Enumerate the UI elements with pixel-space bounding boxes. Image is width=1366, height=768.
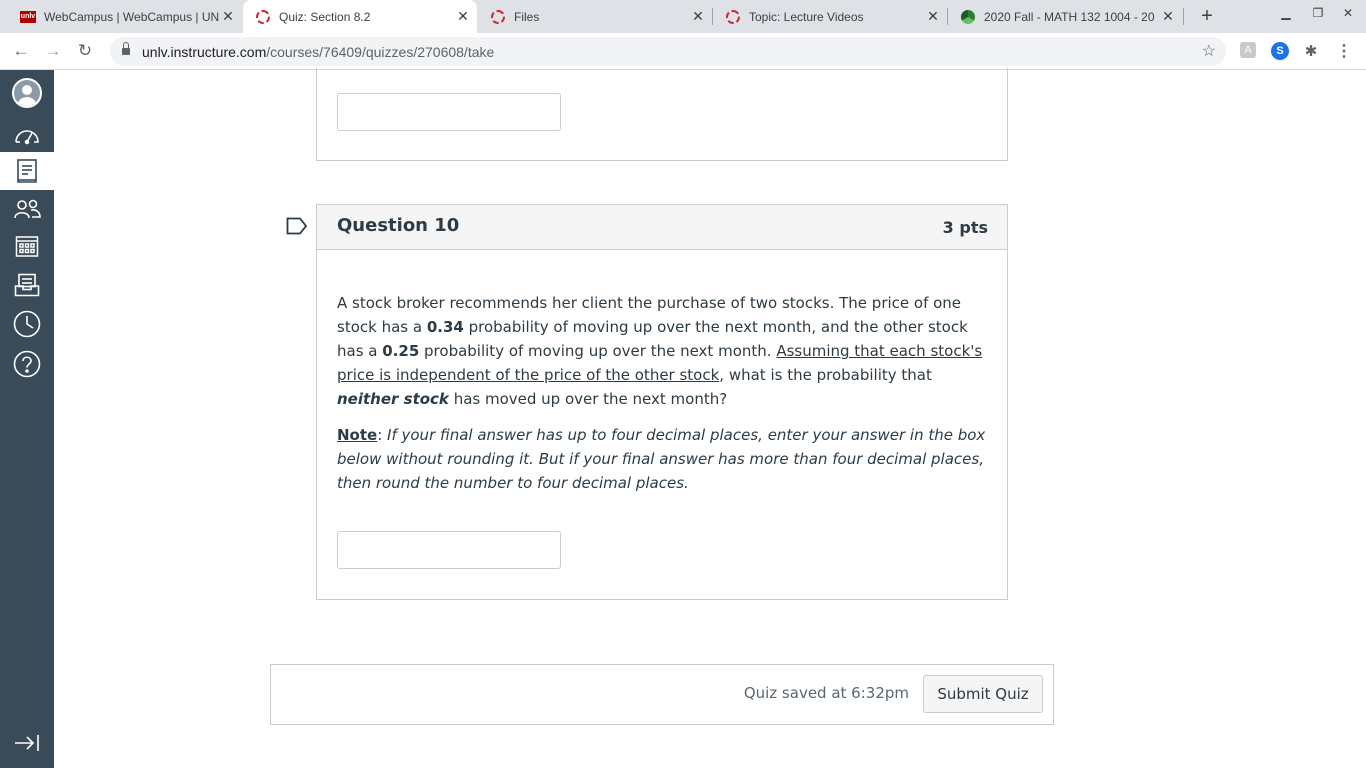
close-icon[interactable]: ✕	[222, 8, 234, 24]
lock-icon	[122, 46, 130, 56]
clock-icon	[13, 310, 41, 338]
question-title: Question 10	[337, 215, 460, 236]
tab-title: Files	[514, 9, 540, 24]
gnav-calendar[interactable]	[0, 227, 54, 265]
close-icon[interactable]: ✕	[692, 8, 704, 24]
unlv-logo-icon: unlv	[20, 9, 36, 25]
back-arrow-icon[interactable]: ←	[12, 41, 30, 60]
quiz-footer	[270, 664, 1054, 725]
restore-icon[interactable]: ❐	[1312, 6, 1324, 20]
submit-quiz-button[interactable]: Submit Quiz	[923, 675, 1043, 713]
url-text: unlv.instructure.com/courses/76409/quizzes/270608/take	[142, 44, 495, 60]
browser-toolbar	[0, 33, 1366, 70]
probability-value-2: 0.25	[382, 342, 420, 360]
courses-icon	[16, 158, 38, 184]
extensions-puzzle-icon[interactable]: ✱	[1304, 43, 1318, 60]
tab-webcampus[interactable]	[8, 0, 242, 33]
tab-quiz-section[interactable]	[243, 0, 477, 33]
canvas-spinner-icon	[490, 9, 506, 25]
gnav-account[interactable]	[0, 74, 54, 112]
question-text: A stock broker recommends her client the purchase of two stocks. The price of one stock has a 0.34 probability of moving up over the next month, and the other stock has a 0.25 probability of moving up over the next month. Assuming that each stock's price is independent of the price of the other stock, what is the probability that neither stock has moved up over the next month?	[337, 294, 983, 408]
close-icon[interactable]: ✕	[927, 8, 939, 24]
tab-lecture-videos[interactable]	[713, 0, 947, 33]
bookmark-star-icon[interactable]: ☆	[1201, 43, 1216, 60]
quiz-saved-status: Quiz saved at 6:32pm	[743, 684, 909, 702]
tab-title: 2020 Fall - MATH 132 1004 - 20	[984, 9, 1155, 24]
flag-question-icon[interactable]	[286, 217, 308, 235]
extension-a-icon[interactable]: A	[1240, 42, 1256, 58]
gnav-collapse[interactable]	[0, 724, 54, 762]
groups-icon	[13, 199, 41, 219]
probability-value-1: 0.34	[426, 318, 464, 336]
inbox-icon	[14, 273, 40, 297]
dashboard-icon	[13, 124, 41, 146]
gnav-history[interactable]	[0, 305, 54, 343]
gnav-help[interactable]	[0, 345, 54, 383]
question-note: Note: If your final answer has up to four decimal places, enter your answer in the box below without rounding it. But if your final answer has more than four decimal places, then round the number to four decimal places.	[337, 426, 986, 492]
close-icon[interactable]: ✕	[457, 8, 469, 24]
previous-question-box	[316, 68, 1008, 161]
tab-title: Quiz: Section 8.2	[279, 9, 371, 24]
address-bar[interactable]	[110, 37, 1226, 66]
gnav-inbox[interactable]	[0, 266, 54, 304]
minimize-icon[interactable]: ▁	[1281, 6, 1291, 20]
browser-tab-bar	[0, 0, 1366, 33]
forward-arrow-icon[interactable]: →	[44, 41, 62, 60]
tab-title: WebCampus | WebCampus | UN	[44, 9, 220, 24]
question-box	[316, 204, 1008, 600]
tab-title: Topic: Lecture Videos	[749, 9, 864, 24]
mcgraw-hill-icon	[960, 9, 976, 25]
gnav-dashboard[interactable]	[0, 116, 54, 154]
extension-s-icon[interactable]: S	[1271, 42, 1289, 60]
help-icon	[13, 350, 41, 378]
collapse-nav-icon	[13, 733, 41, 753]
previous-answer-input[interactable]	[337, 93, 561, 131]
gnav-groups[interactable]	[0, 190, 54, 228]
new-tab-button[interactable]: +	[1201, 5, 1213, 27]
question-header	[317, 205, 1007, 250]
gnav-courses[interactable]	[0, 152, 54, 190]
quiz-content	[54, 70, 1366, 768]
canvas-spinner-icon	[725, 9, 741, 25]
avatar-icon	[12, 78, 42, 108]
reload-icon[interactable]: ↻	[77, 41, 93, 60]
browser-menu-icon[interactable]: ⋮	[1336, 43, 1352, 60]
close-icon[interactable]: ✕	[1162, 8, 1174, 24]
calendar-icon	[15, 234, 39, 258]
tab-separator	[1183, 8, 1184, 25]
canvas-spinner-icon	[255, 9, 271, 25]
question-points: 3 pts	[942, 218, 988, 237]
answer-input[interactable]	[337, 531, 561, 569]
tab-math132[interactable]	[948, 0, 1182, 33]
close-window-icon[interactable]: ✕	[1342, 6, 1354, 20]
global-nav	[0, 70, 54, 768]
tab-files[interactable]	[478, 0, 712, 33]
